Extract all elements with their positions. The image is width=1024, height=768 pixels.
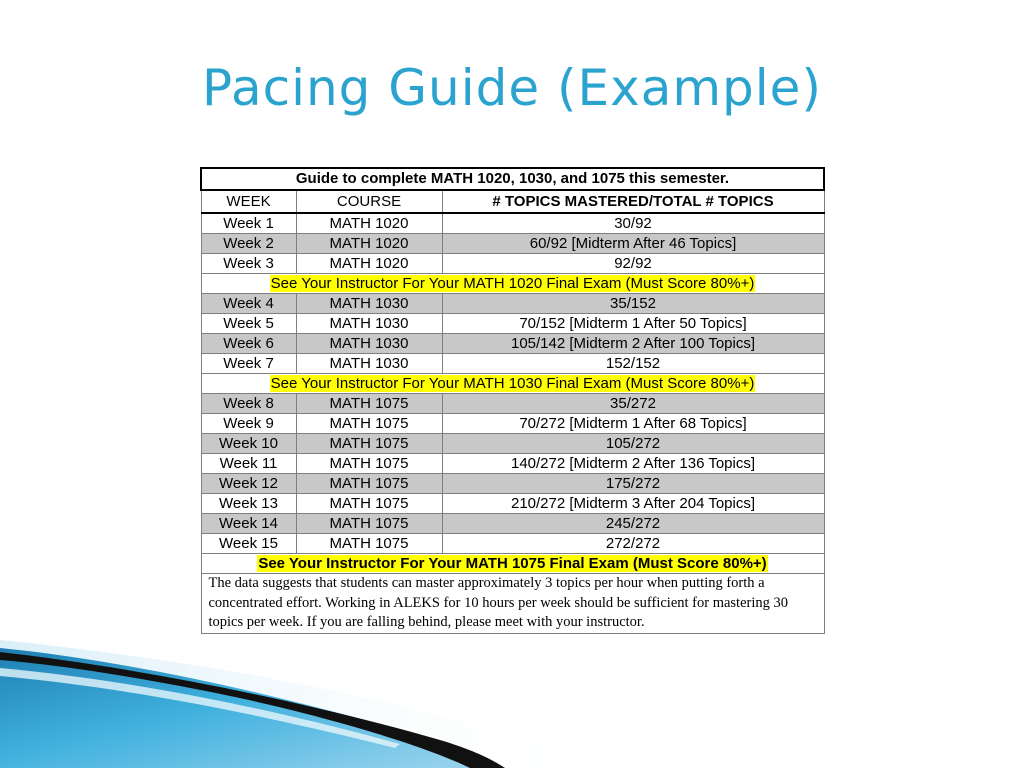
cell-week: Week 14 bbox=[201, 514, 296, 534]
table-row bbox=[201, 294, 824, 314]
final-exam-row bbox=[201, 554, 824, 574]
cell-week: Week 8 bbox=[201, 394, 296, 414]
table-row bbox=[201, 474, 824, 494]
cell-topics: 105/142 [Midterm 2 After 100 Topics] bbox=[442, 334, 824, 354]
cell-topics: 152/152 bbox=[442, 354, 824, 374]
cell-topics: 92/92 bbox=[442, 254, 824, 274]
cell-week: Week 9 bbox=[201, 414, 296, 434]
cell-course: MATH 1075 bbox=[296, 474, 442, 494]
cell-course: MATH 1075 bbox=[296, 414, 442, 434]
cell-topics: 35/272 bbox=[442, 394, 824, 414]
cell-topics: 140/272 [Midterm 2 After 136 Topics] bbox=[442, 454, 824, 474]
final-exam-cell bbox=[201, 374, 824, 394]
cell-topics: 35/152 bbox=[442, 294, 824, 314]
cell-topics: 70/272 [Midterm 1 After 68 Topics] bbox=[442, 414, 824, 434]
table-row bbox=[201, 434, 824, 454]
final-exam-cell bbox=[201, 554, 824, 574]
cell-week: Week 15 bbox=[201, 534, 296, 554]
cell-course: MATH 1020 bbox=[296, 213, 442, 234]
table-row bbox=[201, 354, 824, 374]
final-exam-row bbox=[201, 274, 824, 294]
cell-week: Week 10 bbox=[201, 434, 296, 454]
cell-week: Week 4 bbox=[201, 294, 296, 314]
cell-topics: 60/92 [Midterm After 46 Topics] bbox=[442, 234, 824, 254]
table-row bbox=[201, 454, 824, 474]
cell-topics: 272/272 bbox=[442, 534, 824, 554]
header-course: COURSE bbox=[296, 190, 442, 213]
table-caption-row bbox=[201, 168, 824, 190]
cell-topics: 105/272 bbox=[442, 434, 824, 454]
table-row bbox=[201, 394, 824, 414]
cell-topics: 175/272 bbox=[442, 474, 824, 494]
cell-course: MATH 1075 bbox=[296, 434, 442, 454]
table-row bbox=[201, 254, 824, 274]
table-row bbox=[201, 414, 824, 434]
final-exam-notice: See Your Instructor For Your MATH 1030 Final Exam (Must Score 80%+) bbox=[270, 375, 755, 392]
cell-topics: 245/272 bbox=[442, 514, 824, 534]
cell-week: Week 13 bbox=[201, 494, 296, 514]
table-row bbox=[201, 234, 824, 254]
table-row bbox=[201, 534, 824, 554]
cell-course: MATH 1020 bbox=[296, 234, 442, 254]
table-header-row bbox=[201, 190, 824, 213]
cell-course: MATH 1075 bbox=[296, 494, 442, 514]
cell-topics: 70/152 [Midterm 1 After 50 Topics] bbox=[442, 314, 824, 334]
cell-week: Week 3 bbox=[201, 254, 296, 274]
cell-course: MATH 1075 bbox=[296, 454, 442, 474]
slide-title: Pacing Guide (Example) bbox=[202, 59, 822, 117]
cell-course: MATH 1075 bbox=[296, 394, 442, 414]
table-row bbox=[201, 213, 824, 234]
cell-week: Week 1 bbox=[201, 213, 296, 234]
cell-week: Week 11 bbox=[201, 454, 296, 474]
final-exam-notice: See Your Instructor For Your MATH 1075 Final Exam (Must Score 80%+) bbox=[258, 555, 767, 572]
cell-week: Week 5 bbox=[201, 314, 296, 334]
cell-week: Week 2 bbox=[201, 234, 296, 254]
cell-course: MATH 1030 bbox=[296, 334, 442, 354]
cell-topics: 210/272 [Midterm 3 After 204 Topics] bbox=[442, 494, 824, 514]
cell-week: Week 12 bbox=[201, 474, 296, 494]
pacing-table bbox=[200, 167, 825, 634]
table-row bbox=[201, 334, 824, 354]
cell-course: MATH 1030 bbox=[296, 294, 442, 314]
cell-course: MATH 1030 bbox=[296, 314, 442, 334]
note-row bbox=[201, 574, 824, 634]
cell-course: MATH 1030 bbox=[296, 354, 442, 374]
table-row bbox=[201, 494, 824, 514]
cell-week: Week 6 bbox=[201, 334, 296, 354]
table-row bbox=[201, 314, 824, 334]
cell-course: MATH 1075 bbox=[296, 514, 442, 534]
header-topics: # TOPICS MASTERED/TOTAL # TOPICS bbox=[442, 190, 824, 213]
cell-week: Week 7 bbox=[201, 354, 296, 374]
cell-course: MATH 1075 bbox=[296, 534, 442, 554]
table-caption: Guide to complete MATH 1020, 1030, and 1075 this semester. bbox=[201, 168, 824, 190]
final-exam-row bbox=[201, 374, 824, 394]
final-exam-notice: See Your Instructor For Your MATH 1020 Final Exam (Must Score 80%+) bbox=[270, 275, 755, 292]
cell-topics: 30/92 bbox=[442, 213, 824, 234]
study-note: The data suggests that students can master approximately 3 topics per hour when putting forth a concentrated effort. Working in ALEKS for 10 hours per week should be sufficient for mastering 30 topics per week. If you are falling behind, please meet with your instructor. bbox=[201, 574, 824, 634]
final-exam-cell bbox=[201, 274, 824, 294]
cell-course: MATH 1020 bbox=[296, 254, 442, 274]
header-week: WEEK bbox=[201, 190, 296, 213]
table-row bbox=[201, 514, 824, 534]
